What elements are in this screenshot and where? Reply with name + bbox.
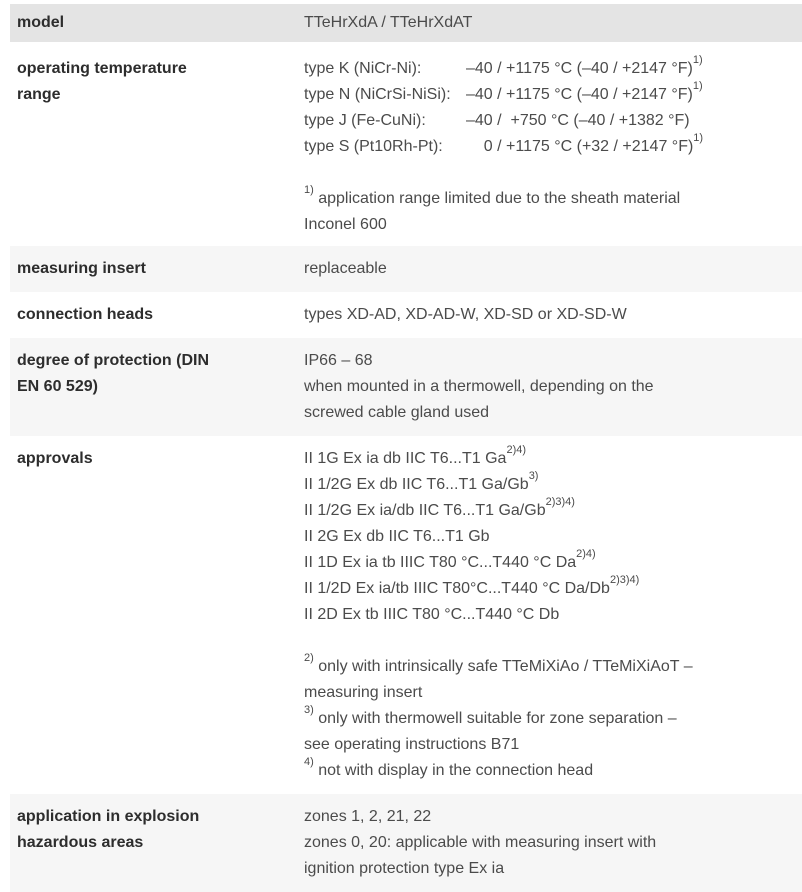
row-value-degree-of-protection (304, 348, 704, 426)
temp-range-line (304, 134, 704, 160)
protection-rating: IP66 – 68 (304, 352, 373, 369)
approval-code-text: II 1G Ex ia db IIC T6...T1 Ga (304, 450, 507, 467)
datasheet-page (0, 4, 802, 892)
row-value-operating-temperature-range (304, 56, 704, 238)
thermocouple-type: type J (Fe-CuNi): (304, 112, 426, 129)
footnote-marker: 2)4) (506, 444, 527, 456)
spec-table (10, 4, 802, 892)
temp-range-line (304, 56, 704, 82)
temperature-range: 0 / +1175 °C (+32 / +2147 °F) (466, 138, 694, 155)
approval-code (304, 472, 704, 498)
temperature-range: –40 / +1175 °C (–40 / +2147 °F) (466, 60, 693, 77)
table-row-approvals (10, 436, 802, 794)
approval-code (304, 550, 704, 576)
table-row-measuring-insert (10, 246, 802, 292)
footnote-text: application range limited due to the sheath material Inconel 600 (304, 190, 685, 233)
row-value-approvals (304, 446, 704, 784)
footnote-marker: 2)3)4) (545, 496, 575, 508)
row-label-measuring-insert: measuring insert (17, 260, 146, 277)
approval-code-text: II 2G Ex db IIC T6...T1 Gb (304, 528, 490, 545)
row-label-operating-temperature-range: operating temperature range (17, 60, 187, 103)
approval-code-text: II 1D Ex ia tb IIIC T80 °C...T440 °C Da (304, 554, 577, 571)
footnote-1 (304, 186, 704, 238)
footnote-marker: 3) (528, 470, 539, 482)
approval-code (304, 446, 704, 472)
thermocouple-type: type K (NiCr-Ni): (304, 60, 422, 77)
row-label-connection-heads: connection heads (17, 306, 154, 323)
footnote-marker: 2)4) (576, 548, 596, 560)
footnote-marker: 2) (304, 652, 314, 664)
footnote-marker: 4) (304, 756, 314, 768)
footnote-marker: 1) (692, 80, 703, 92)
table-row-operating-temperature-range (10, 42, 802, 246)
table-row-degree-of-protection (10, 338, 802, 436)
footnote-text: only with intrinsically safe TTeMiXiAo / TTeMiXiAoT – measuring insert (304, 658, 698, 701)
approval-code-text: II 1/2D Ex ia/tb IIIC T80°C...T440 °C Da/Db (304, 580, 610, 597)
row-label-degree-of-protection: degree of protection (DIN EN 60 529) (17, 352, 210, 395)
row-label-model: model (17, 14, 65, 31)
approval-code-text: II 2D Ex tb IIIC T80 °C...T440 °C Db (304, 606, 560, 623)
approval-code (304, 498, 704, 524)
temperature-range: –40 / +750 °C (–40 / +1382 °F) (466, 112, 690, 129)
footnote-2 (304, 654, 704, 706)
row-label-approvals: approvals (17, 450, 93, 467)
approval-code (304, 602, 704, 628)
approval-code-text: II 1/2G Ex db IIC T6...T1 Ga/Gb (304, 476, 529, 493)
zones-list: zones 1, 2, 21, 22 (304, 808, 432, 825)
row-value-model: TTeHrXdA / TTeHrXdAT (304, 14, 473, 31)
footnote-marker: 1) (304, 184, 314, 196)
thermocouple-type: type N (NiCrSi-NiSi): (304, 86, 456, 103)
footnote-text: not with display in the connection head (318, 762, 594, 779)
zones-note: zones 0, 20: applicable with measuring insert with ignition protection type Ex ia (304, 834, 661, 877)
approval-code (304, 576, 704, 602)
row-label-explosion-hazardous-areas: application in explosion hazardous areas (17, 808, 200, 851)
approval-code (304, 524, 704, 550)
row-value-connection-heads: types XD-AD, XD-AD-W, XD-SD or XD-SD-W (304, 306, 627, 323)
footnote-marker: 1) (692, 54, 703, 66)
table-row-explosion-hazardous-areas (10, 794, 802, 892)
footnote-marker: 3) (304, 704, 314, 716)
thermocouple-type: type S (Pt10Rh-Pt): (304, 138, 443, 155)
approval-code-text: II 1/2G Ex ia/db IIC T6...T1 Ga/Gb (304, 502, 546, 519)
temp-range-line (304, 82, 704, 108)
row-value-measuring-insert: replaceable (304, 260, 387, 277)
protection-note: when mounted in a thermowell, depending on the screwed cable gland used (304, 378, 659, 421)
row-value-explosion-hazardous-areas (304, 804, 704, 882)
footnote-marker: 2)3)4) (609, 574, 640, 586)
table-row-connection-heads (10, 292, 802, 338)
temp-range-line (304, 108, 704, 134)
footnote-marker: 1) (693, 132, 704, 144)
table-row-model (10, 4, 802, 42)
temperature-range: –40 / +1175 °C (–40 / +2147 °F) (466, 86, 693, 103)
footnote-text: only with thermowell suitable for zone separation – see operating instructions B71 (304, 710, 682, 753)
footnote-3 (304, 706, 704, 758)
footnote-4 (304, 758, 704, 784)
